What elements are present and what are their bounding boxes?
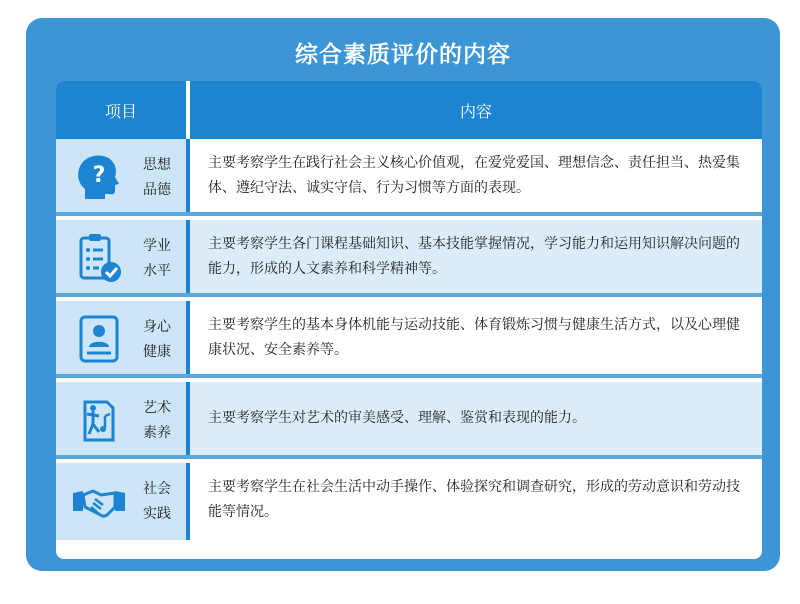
table-row — [56, 301, 762, 378]
row-item-cell — [56, 382, 186, 459]
evaluation-table — [56, 81, 762, 559]
handshake-icon — [71, 473, 127, 529]
row-content: 主要考察学生在社会生活中动手操作、体验探究和调查研究，形成的劳动意识和劳动技能等情况。 — [208, 478, 740, 520]
row-item-cell — [56, 139, 186, 216]
content-panel — [26, 18, 780, 571]
head-question-icon — [71, 149, 127, 205]
row-label: 学业 水平 — [143, 238, 171, 279]
header-item: 项目 — [104, 101, 137, 121]
row-content: 主要考察学生各门课程基础知识、基本技能掌握情况，学习能力和运用知识解决问题的能力，形成的人文素养和科学精神等。 — [208, 235, 740, 277]
table-row — [56, 382, 762, 459]
document-check-icon — [71, 230, 127, 286]
row-label: 思想 品德 — [143, 157, 171, 198]
row-item-cell — [56, 463, 186, 540]
row-content-cell — [190, 220, 762, 297]
dancer-music-icon — [71, 392, 127, 448]
row-content-cell — [190, 382, 762, 459]
header-content: 内容 — [459, 101, 492, 121]
table-row — [56, 139, 762, 216]
svg-text:?: ? — [92, 163, 106, 188]
row-content: 主要考察学生的基本身体机能与运动技能、体育锻炼习惯与健康生活方式，以及心理健康状况、安全素养等。 — [208, 316, 740, 358]
row-content-cell — [190, 463, 762, 540]
health-record-icon — [71, 311, 127, 367]
row-label: 社会 实践 — [143, 481, 171, 522]
row-item-cell — [56, 301, 186, 378]
row-content: 主要考察学生在践行社会主义核心价值观，在爱党爱国、理想信念、责任担当、热爱集体、遵纪守法、诚实守信、行为习惯等方面的表现。 — [208, 154, 740, 196]
row-label: 身心 健康 — [143, 319, 171, 360]
page-title: 综合素质评价的内容 — [295, 42, 511, 68]
row-item-cell — [56, 220, 186, 297]
table-row — [56, 220, 762, 297]
table-header — [56, 81, 762, 139]
row-content-cell — [190, 139, 762, 216]
row-label: 艺术 素养 — [143, 400, 171, 441]
table-row — [56, 463, 762, 540]
row-content: 主要考察学生对艺术的审美感受、理解、鉴赏和表现的能力。 — [208, 410, 586, 426]
row-content-cell — [190, 301, 762, 378]
